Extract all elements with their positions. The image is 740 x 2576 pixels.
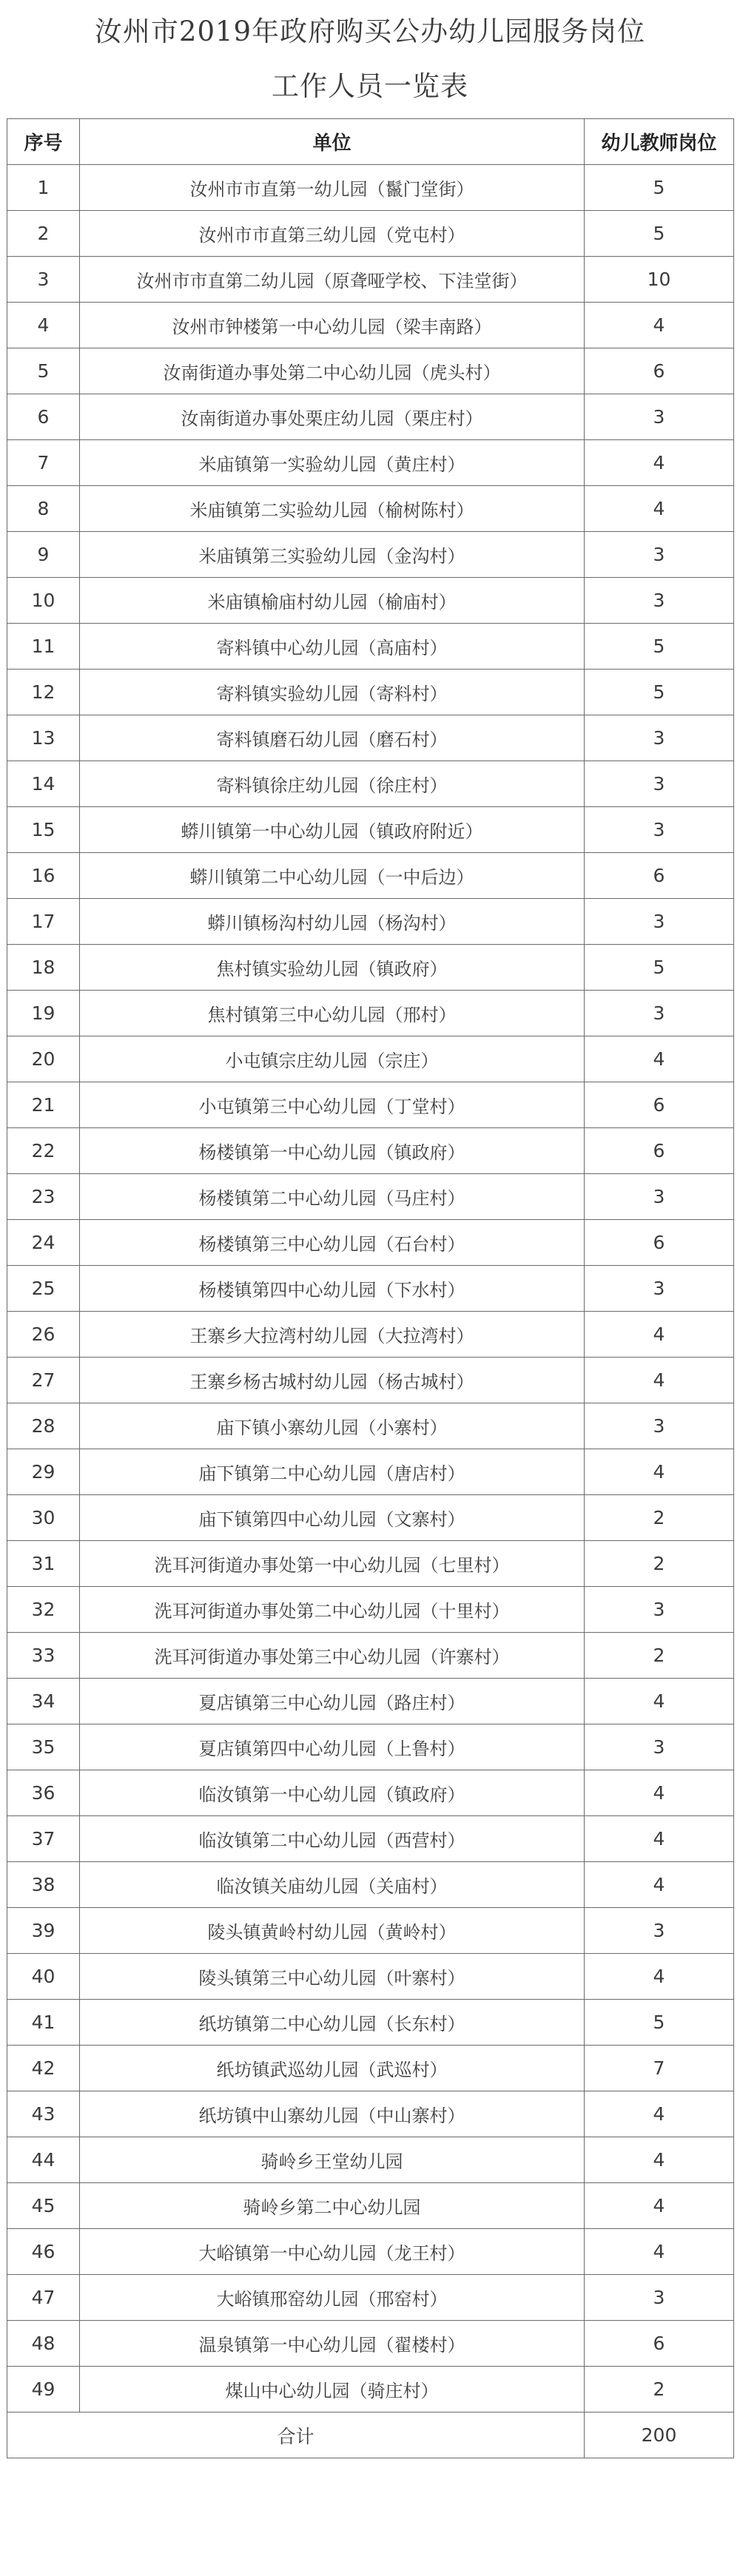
table-row — [7, 1403, 734, 1449]
row-unit-name: 庙下镇小寨幼儿园（小寨村） — [80, 1403, 585, 1449]
row-unit-name: 洗耳河街道办事处第三中心幼儿园（许寨村） — [80, 1633, 585, 1679]
total-value: 200 — [585, 2413, 734, 2458]
row-unit-name: 蟒川镇第二中心幼儿园（一中后边） — [80, 853, 585, 899]
table-row — [7, 1358, 734, 1403]
table-row — [7, 486, 734, 532]
row-serial-number: 12 — [7, 670, 80, 715]
row-unit-name: 骑岭乡第二中心幼儿园 — [80, 2183, 585, 2229]
row-serial-number: 5 — [7, 348, 80, 394]
row-unit-name: 杨楼镇第四中心幼儿园（下水村） — [80, 1266, 585, 1312]
row-serial-number: 15 — [7, 807, 80, 853]
row-teacher-posts: 4 — [585, 2229, 734, 2275]
row-teacher-posts: 2 — [585, 1541, 734, 1587]
row-unit-name: 庙下镇第二中心幼儿园（唐店村） — [80, 1449, 585, 1495]
row-unit-name: 米庙镇榆庙村幼儿园（榆庙村） — [80, 578, 585, 624]
row-serial-number: 21 — [7, 1082, 80, 1128]
row-serial-number: 18 — [7, 945, 80, 991]
table-row — [7, 2091, 734, 2137]
row-serial-number: 19 — [7, 991, 80, 1036]
row-unit-name: 临汝镇第一中心幼儿园（镇政府） — [80, 1770, 585, 1816]
row-unit-name: 大峪镇邢窑幼儿园（邢窑村） — [80, 2275, 585, 2321]
row-serial-number: 45 — [7, 2183, 80, 2229]
table-row — [7, 853, 734, 899]
row-teacher-posts: 5 — [585, 211, 734, 257]
row-serial-number: 2 — [7, 211, 80, 257]
row-teacher-posts: 6 — [585, 1082, 734, 1128]
row-unit-name: 小屯镇宗庄幼儿园（宗庄） — [80, 1036, 585, 1082]
table-row — [7, 1908, 734, 1954]
row-unit-name: 寄料镇中心幼儿园（高庙村） — [80, 624, 585, 670]
row-unit-name: 夏店镇第三中心幼儿园（路庄村） — [80, 1679, 585, 1724]
row-teacher-posts: 5 — [585, 670, 734, 715]
table-row — [7, 1724, 734, 1770]
row-unit-name: 米庙镇第一实验幼儿园（黄庄村） — [80, 440, 585, 486]
row-unit-name: 陵头镇第三中心幼儿园（叶寨村） — [80, 1954, 585, 2000]
row-teacher-posts: 3 — [585, 578, 734, 624]
row-teacher-posts: 4 — [585, 1036, 734, 1082]
row-teacher-posts: 3 — [585, 532, 734, 578]
row-teacher-posts: 3 — [585, 899, 734, 945]
table-row — [7, 899, 734, 945]
row-unit-name: 杨楼镇第一中心幼儿园（镇政府） — [80, 1128, 585, 1174]
table-row — [7, 1266, 734, 1312]
row-unit-name: 寄料镇徐庄幼儿园（徐庄村） — [80, 761, 585, 807]
table-row — [7, 348, 734, 394]
row-teacher-posts: 4 — [585, 2183, 734, 2229]
row-serial-number: 28 — [7, 1403, 80, 1449]
table-row — [7, 1128, 734, 1174]
table-row — [7, 624, 734, 670]
row-serial-number: 6 — [7, 394, 80, 440]
row-teacher-posts: 4 — [585, 1358, 734, 1403]
row-unit-name: 焦村镇实验幼儿园（镇政府） — [80, 945, 585, 991]
row-teacher-posts: 3 — [585, 1403, 734, 1449]
table-row — [7, 2000, 734, 2046]
row-serial-number: 44 — [7, 2137, 80, 2183]
row-unit-name: 汝州市市直第一幼儿园（鬣门堂街） — [80, 165, 585, 211]
table-row — [7, 715, 734, 761]
row-teacher-posts: 7 — [585, 2046, 734, 2091]
row-teacher-posts: 5 — [585, 2000, 734, 2046]
row-teacher-posts: 5 — [585, 945, 734, 991]
row-unit-name: 汝州市钟楼第一中心幼儿园（梁丰南路） — [80, 303, 585, 348]
table-row — [7, 1541, 734, 1587]
table-row — [7, 761, 734, 807]
table-row — [7, 303, 734, 348]
row-teacher-posts: 2 — [585, 2367, 734, 2413]
row-serial-number: 36 — [7, 1770, 80, 1816]
row-serial-number: 38 — [7, 1862, 80, 1908]
table-row — [7, 2367, 734, 2413]
row-serial-number: 16 — [7, 853, 80, 899]
row-serial-number: 8 — [7, 486, 80, 532]
row-serial-number: 9 — [7, 532, 80, 578]
row-unit-name: 寄料镇磨石幼儿园（磨石村） — [80, 715, 585, 761]
title-line-1: 汝州市2019年政府购买公办幼儿园服务岗位 — [94, 16, 646, 47]
table-row — [7, 1174, 734, 1220]
row-serial-number: 29 — [7, 1449, 80, 1495]
row-teacher-posts: 6 — [585, 1220, 734, 1266]
row-teacher-posts: 6 — [585, 348, 734, 394]
row-unit-name: 临汝镇第二中心幼儿园（西营村） — [80, 1816, 585, 1862]
row-teacher-posts: 4 — [585, 1954, 734, 2000]
row-unit-name: 小屯镇第三中心幼儿园（丁堂村） — [80, 1082, 585, 1128]
row-serial-number: 20 — [7, 1036, 80, 1082]
row-serial-number: 17 — [7, 899, 80, 945]
table-row — [7, 670, 734, 715]
table-row — [7, 1082, 734, 1128]
table-row — [7, 257, 734, 303]
row-serial-number: 47 — [7, 2275, 80, 2321]
row-teacher-posts: 4 — [585, 440, 734, 486]
row-serial-number: 48 — [7, 2321, 80, 2367]
table-row — [7, 2046, 734, 2091]
row-unit-name: 温泉镇第一中心幼儿园（翟楼村） — [80, 2321, 585, 2367]
row-teacher-posts: 3 — [585, 394, 734, 440]
row-teacher-posts: 3 — [585, 1174, 734, 1220]
row-teacher-posts: 3 — [585, 715, 734, 761]
row-unit-name: 蟒川镇第一中心幼儿园（镇政府附近） — [80, 807, 585, 853]
table-row — [7, 1587, 734, 1633]
row-unit-name: 纸坊镇中山寨幼儿园（中山寨村） — [80, 2091, 585, 2137]
row-serial-number: 34 — [7, 1679, 80, 1724]
row-teacher-posts: 4 — [585, 486, 734, 532]
table-row — [7, 440, 734, 486]
row-unit-name: 纸坊镇第二中心幼儿园（长东村） — [80, 2000, 585, 2046]
row-teacher-posts: 4 — [585, 1312, 734, 1358]
table-row — [7, 1633, 734, 1679]
row-serial-number: 49 — [7, 2367, 80, 2413]
row-unit-name: 王寨乡大拉湾村幼儿园（大拉湾村） — [80, 1312, 585, 1358]
row-unit-name: 庙下镇第四中心幼儿园（文寨村） — [80, 1495, 585, 1541]
row-serial-number: 40 — [7, 1954, 80, 2000]
table-row — [7, 211, 734, 257]
row-serial-number: 41 — [7, 2000, 80, 2046]
staff-positions-table — [7, 118, 734, 2458]
row-unit-name: 杨楼镇第二中心幼儿园（马庄村） — [80, 1174, 585, 1220]
row-unit-name: 临汝镇关庙幼儿园（关庙村） — [80, 1862, 585, 1908]
row-serial-number: 10 — [7, 578, 80, 624]
row-teacher-posts: 3 — [585, 807, 734, 853]
row-teacher-posts: 4 — [585, 1770, 734, 1816]
row-unit-name: 夏店镇第四中心幼儿园（上鲁村） — [80, 1724, 585, 1770]
row-serial-number: 39 — [7, 1908, 80, 1954]
row-teacher-posts: 2 — [585, 1495, 734, 1541]
row-teacher-posts: 4 — [585, 1862, 734, 1908]
table-row — [7, 1770, 734, 1816]
row-teacher-posts: 4 — [585, 1816, 734, 1862]
table-header-row — [7, 119, 734, 165]
title-line-2: 工作人员一览表 — [272, 70, 468, 102]
table-row — [7, 2183, 734, 2229]
row-unit-name: 寄料镇实验幼儿园（寄料村） — [80, 670, 585, 715]
row-teacher-posts: 4 — [585, 1679, 734, 1724]
row-teacher-posts: 5 — [585, 165, 734, 211]
table-row — [7, 1862, 734, 1908]
row-teacher-posts: 3 — [585, 1908, 734, 1954]
row-serial-number: 25 — [7, 1266, 80, 1312]
row-teacher-posts: 3 — [585, 1587, 734, 1633]
table-row — [7, 807, 734, 853]
row-serial-number: 27 — [7, 1358, 80, 1403]
row-teacher-posts: 6 — [585, 2321, 734, 2367]
row-teacher-posts: 3 — [585, 1724, 734, 1770]
table-row — [7, 165, 734, 211]
row-unit-name: 骑岭乡王堂幼儿园 — [80, 2137, 585, 2183]
row-serial-number: 1 — [7, 165, 80, 211]
row-teacher-posts: 2 — [585, 1633, 734, 1679]
table-row — [7, 2229, 734, 2275]
row-serial-number: 3 — [7, 257, 80, 303]
row-unit-name: 大峪镇第一中心幼儿园（龙王村） — [80, 2229, 585, 2275]
total-label: 合计 — [7, 2413, 585, 2458]
row-teacher-posts: 4 — [585, 2137, 734, 2183]
table-row — [7, 1816, 734, 1862]
table-body — [7, 165, 734, 2413]
table-row — [7, 991, 734, 1036]
table-row — [7, 1679, 734, 1724]
row-serial-number: 13 — [7, 715, 80, 761]
row-unit-name: 汝州市市直第三幼儿园（党屯村） — [80, 211, 585, 257]
row-serial-number: 30 — [7, 1495, 80, 1541]
row-teacher-posts: 6 — [585, 853, 734, 899]
row-teacher-posts: 4 — [585, 2091, 734, 2137]
table-row — [7, 2321, 734, 2367]
table-row — [7, 1449, 734, 1495]
row-unit-name: 杨楼镇第三中心幼儿园（石台村） — [80, 1220, 585, 1266]
document-title — [0, 0, 740, 118]
table-total-row — [7, 2413, 734, 2458]
row-unit-name: 汝州市市直第二幼儿园（原聋哑学校、下洼堂街） — [80, 257, 585, 303]
row-unit-name: 汝南街道办事处栗庄幼儿园（栗庄村） — [80, 394, 585, 440]
table-row — [7, 578, 734, 624]
row-serial-number: 43 — [7, 2091, 80, 2137]
row-serial-number: 35 — [7, 1724, 80, 1770]
table-row — [7, 2137, 734, 2183]
row-teacher-posts: 3 — [585, 1266, 734, 1312]
row-serial-number: 33 — [7, 1633, 80, 1679]
row-unit-name: 米庙镇第三实验幼儿园（金沟村） — [80, 532, 585, 578]
table-row — [7, 2275, 734, 2321]
row-unit-name: 洗耳河街道办事处第一中心幼儿园（七里村） — [80, 1541, 585, 1587]
header-unit: 单位 — [80, 119, 585, 165]
row-serial-number: 11 — [7, 624, 80, 670]
row-serial-number: 22 — [7, 1128, 80, 1174]
row-teacher-posts: 4 — [585, 1449, 734, 1495]
row-serial-number: 4 — [7, 303, 80, 348]
table-row — [7, 1954, 734, 2000]
header-serial-number: 序号 — [7, 119, 80, 165]
row-teacher-posts: 5 — [585, 624, 734, 670]
row-serial-number: 42 — [7, 2046, 80, 2091]
table-row — [7, 945, 734, 991]
row-unit-name: 纸坊镇武巡幼儿园（武巡村） — [80, 2046, 585, 2091]
row-unit-name: 蟒川镇杨沟村幼儿园（杨沟村） — [80, 899, 585, 945]
row-unit-name: 煤山中心幼儿园（骑庄村） — [80, 2367, 585, 2413]
row-teacher-posts: 3 — [585, 991, 734, 1036]
row-unit-name: 汝南街道办事处第二中心幼儿园（虎头村） — [80, 348, 585, 394]
table-row — [7, 1220, 734, 1266]
table-row — [7, 1495, 734, 1541]
row-serial-number: 26 — [7, 1312, 80, 1358]
row-teacher-posts: 4 — [585, 303, 734, 348]
header-teacher-posts: 幼儿教师岗位 — [585, 119, 734, 165]
row-teacher-posts: 10 — [585, 257, 734, 303]
row-teacher-posts: 3 — [585, 761, 734, 807]
row-unit-name: 陵头镇黄岭村幼儿园（黄岭村） — [80, 1908, 585, 1954]
table-row — [7, 394, 734, 440]
row-serial-number: 37 — [7, 1816, 80, 1862]
row-serial-number: 23 — [7, 1174, 80, 1220]
row-serial-number: 24 — [7, 1220, 80, 1266]
table-row — [7, 532, 734, 578]
row-unit-name: 米庙镇第二实验幼儿园（榆树陈村） — [80, 486, 585, 532]
row-serial-number: 46 — [7, 2229, 80, 2275]
row-unit-name: 王寨乡杨古城村幼儿园（杨古城村） — [80, 1358, 585, 1403]
row-unit-name: 焦村镇第三中心幼儿园（邢村） — [80, 991, 585, 1036]
row-serial-number: 32 — [7, 1587, 80, 1633]
row-serial-number: 14 — [7, 761, 80, 807]
row-unit-name: 洗耳河街道办事处第二中心幼儿园（十里村） — [80, 1587, 585, 1633]
table-row — [7, 1036, 734, 1082]
table-row — [7, 1312, 734, 1358]
row-teacher-posts: 3 — [585, 2275, 734, 2321]
row-serial-number: 31 — [7, 1541, 80, 1587]
row-serial-number: 7 — [7, 440, 80, 486]
row-teacher-posts: 6 — [585, 1128, 734, 1174]
